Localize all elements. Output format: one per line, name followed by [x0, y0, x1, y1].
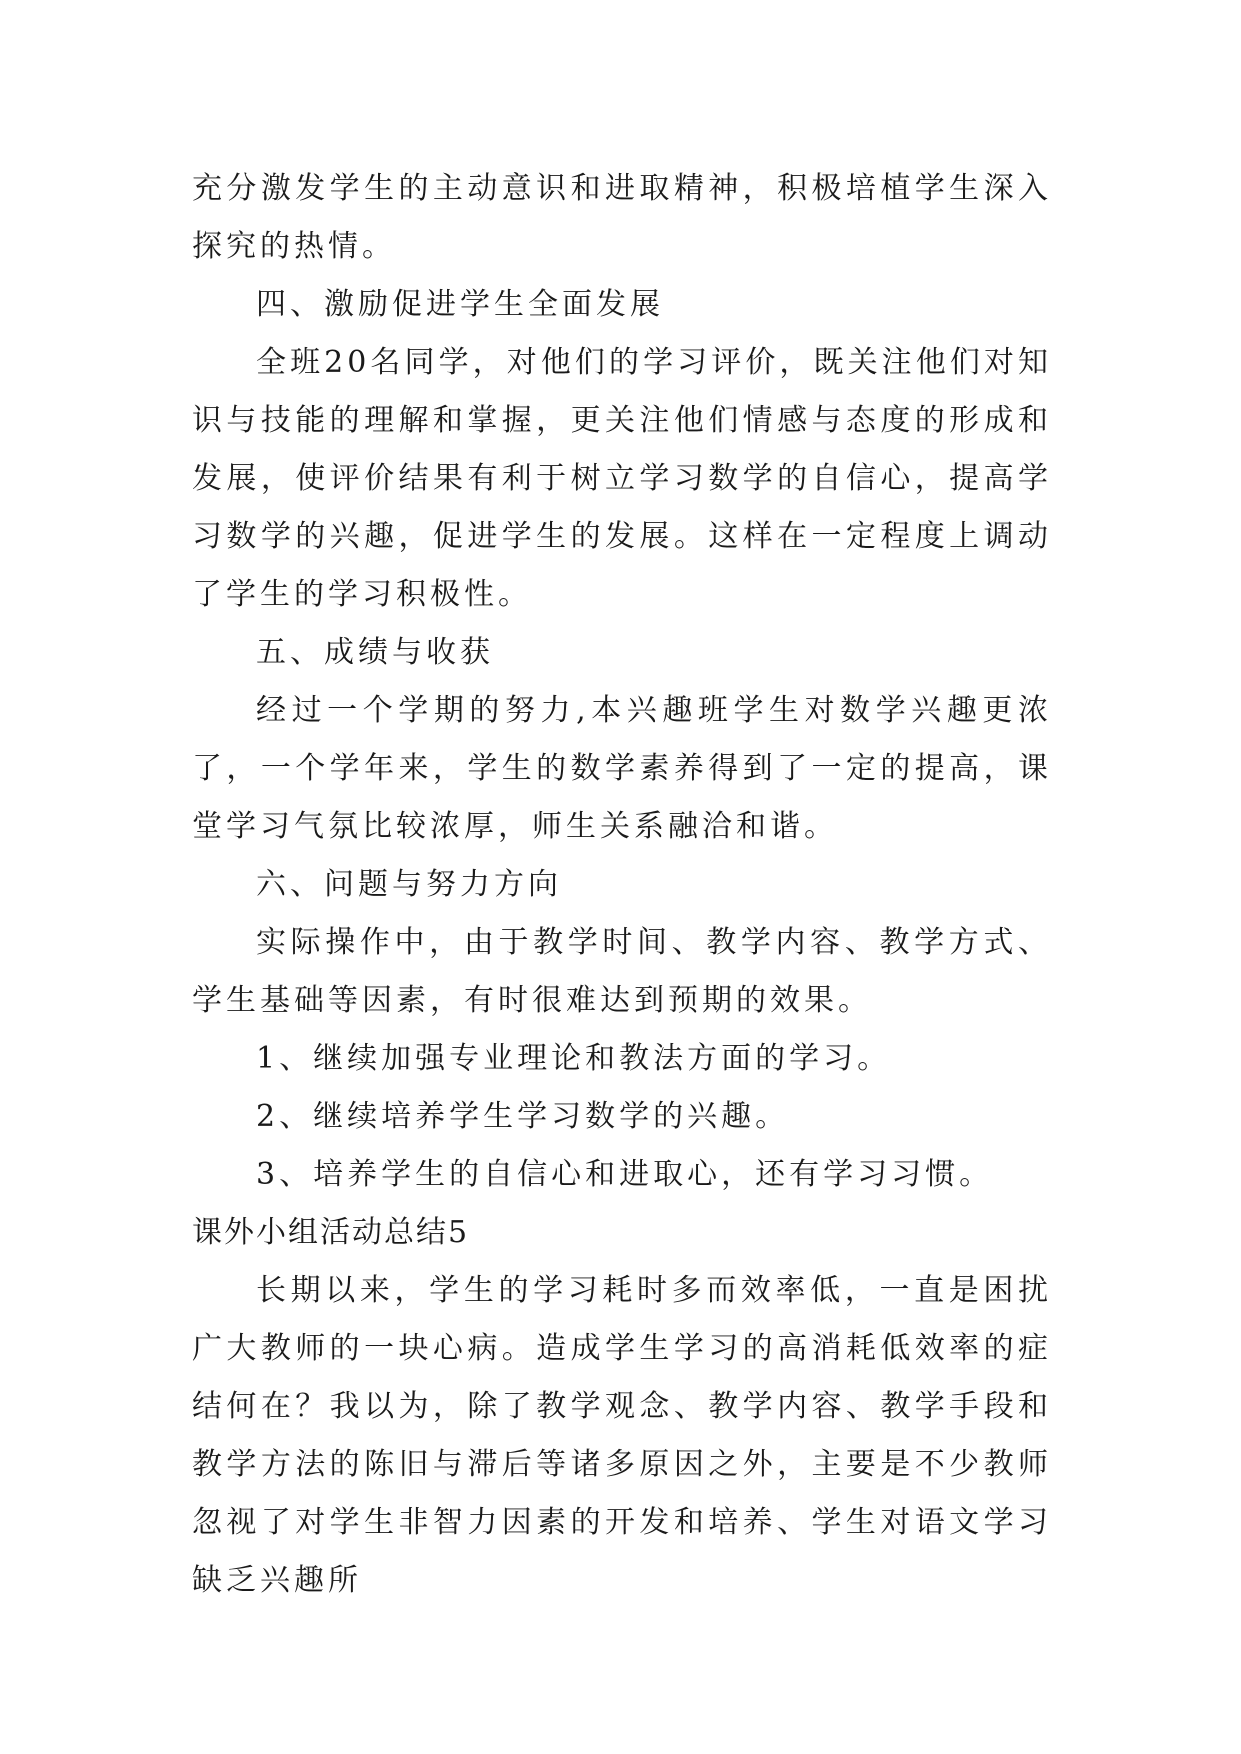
list-item-three: 3、培养学生的自信心和进取心，还有学习习惯。 — [256, 1157, 994, 1192]
list-item-one: 1、继续加强专业理论和教法方面的学习。 — [256, 1041, 892, 1076]
paragraph-results: 经过一个学期的努力,本兴趣班学生对数学兴趣更浓了，一个学年来，学生的数学素养得到了一定的提高，课堂学习气氛比较浓厚，师生关系融洽和谐。 — [192, 693, 1052, 844]
document-body — [192, 160, 1052, 1610]
heading-section-five: 五、成绩与收获 — [256, 635, 494, 670]
section-title-summary-5: 课外小组活动总结5 — [192, 1215, 470, 1250]
heading-section-four: 四、激励促进学生全面发展 — [256, 287, 664, 322]
paragraph-evaluation: 全班20名同学，对他们的学习评价，既关注他们对知识与技能的理解和掌握，更关注他们情感与态度的形成和发展，使评价结果有利于树立学习数学的自信心，提高学习数学的兴趣，促进学生的发展。这样在一定程度上调动了学生的学习积极性。 — [192, 345, 1052, 612]
paragraph-summary-5-body: 长期以来，学生的学习耗时多而效率低，一直是困扰广大教师的一块心病。造成学生学习的高消耗低效率的症结何在？我以为，除了教学观念、教学内容、教学手段和教学方法的陈旧与滞后等诸多原因之外，主要是不少教师忽视了对学生非智力因素的开发和培养、学生对语文学习缺乏兴趣所 — [192, 1273, 1052, 1598]
heading-section-six: 六、问题与努力方向 — [256, 867, 562, 902]
paragraph-problems: 实际操作中，由于教学时间、教学内容、教学方式、学生基础等因素，有时很难达到预期的效果。 — [192, 925, 1052, 1018]
paragraph-intro-continuation: 充分激发学生的主动意识和进取精神，积极培植学生深入探究的热情。 — [192, 171, 1052, 264]
list-item-two: 2、继续培养学生学习数学的兴趣。 — [256, 1099, 790, 1134]
